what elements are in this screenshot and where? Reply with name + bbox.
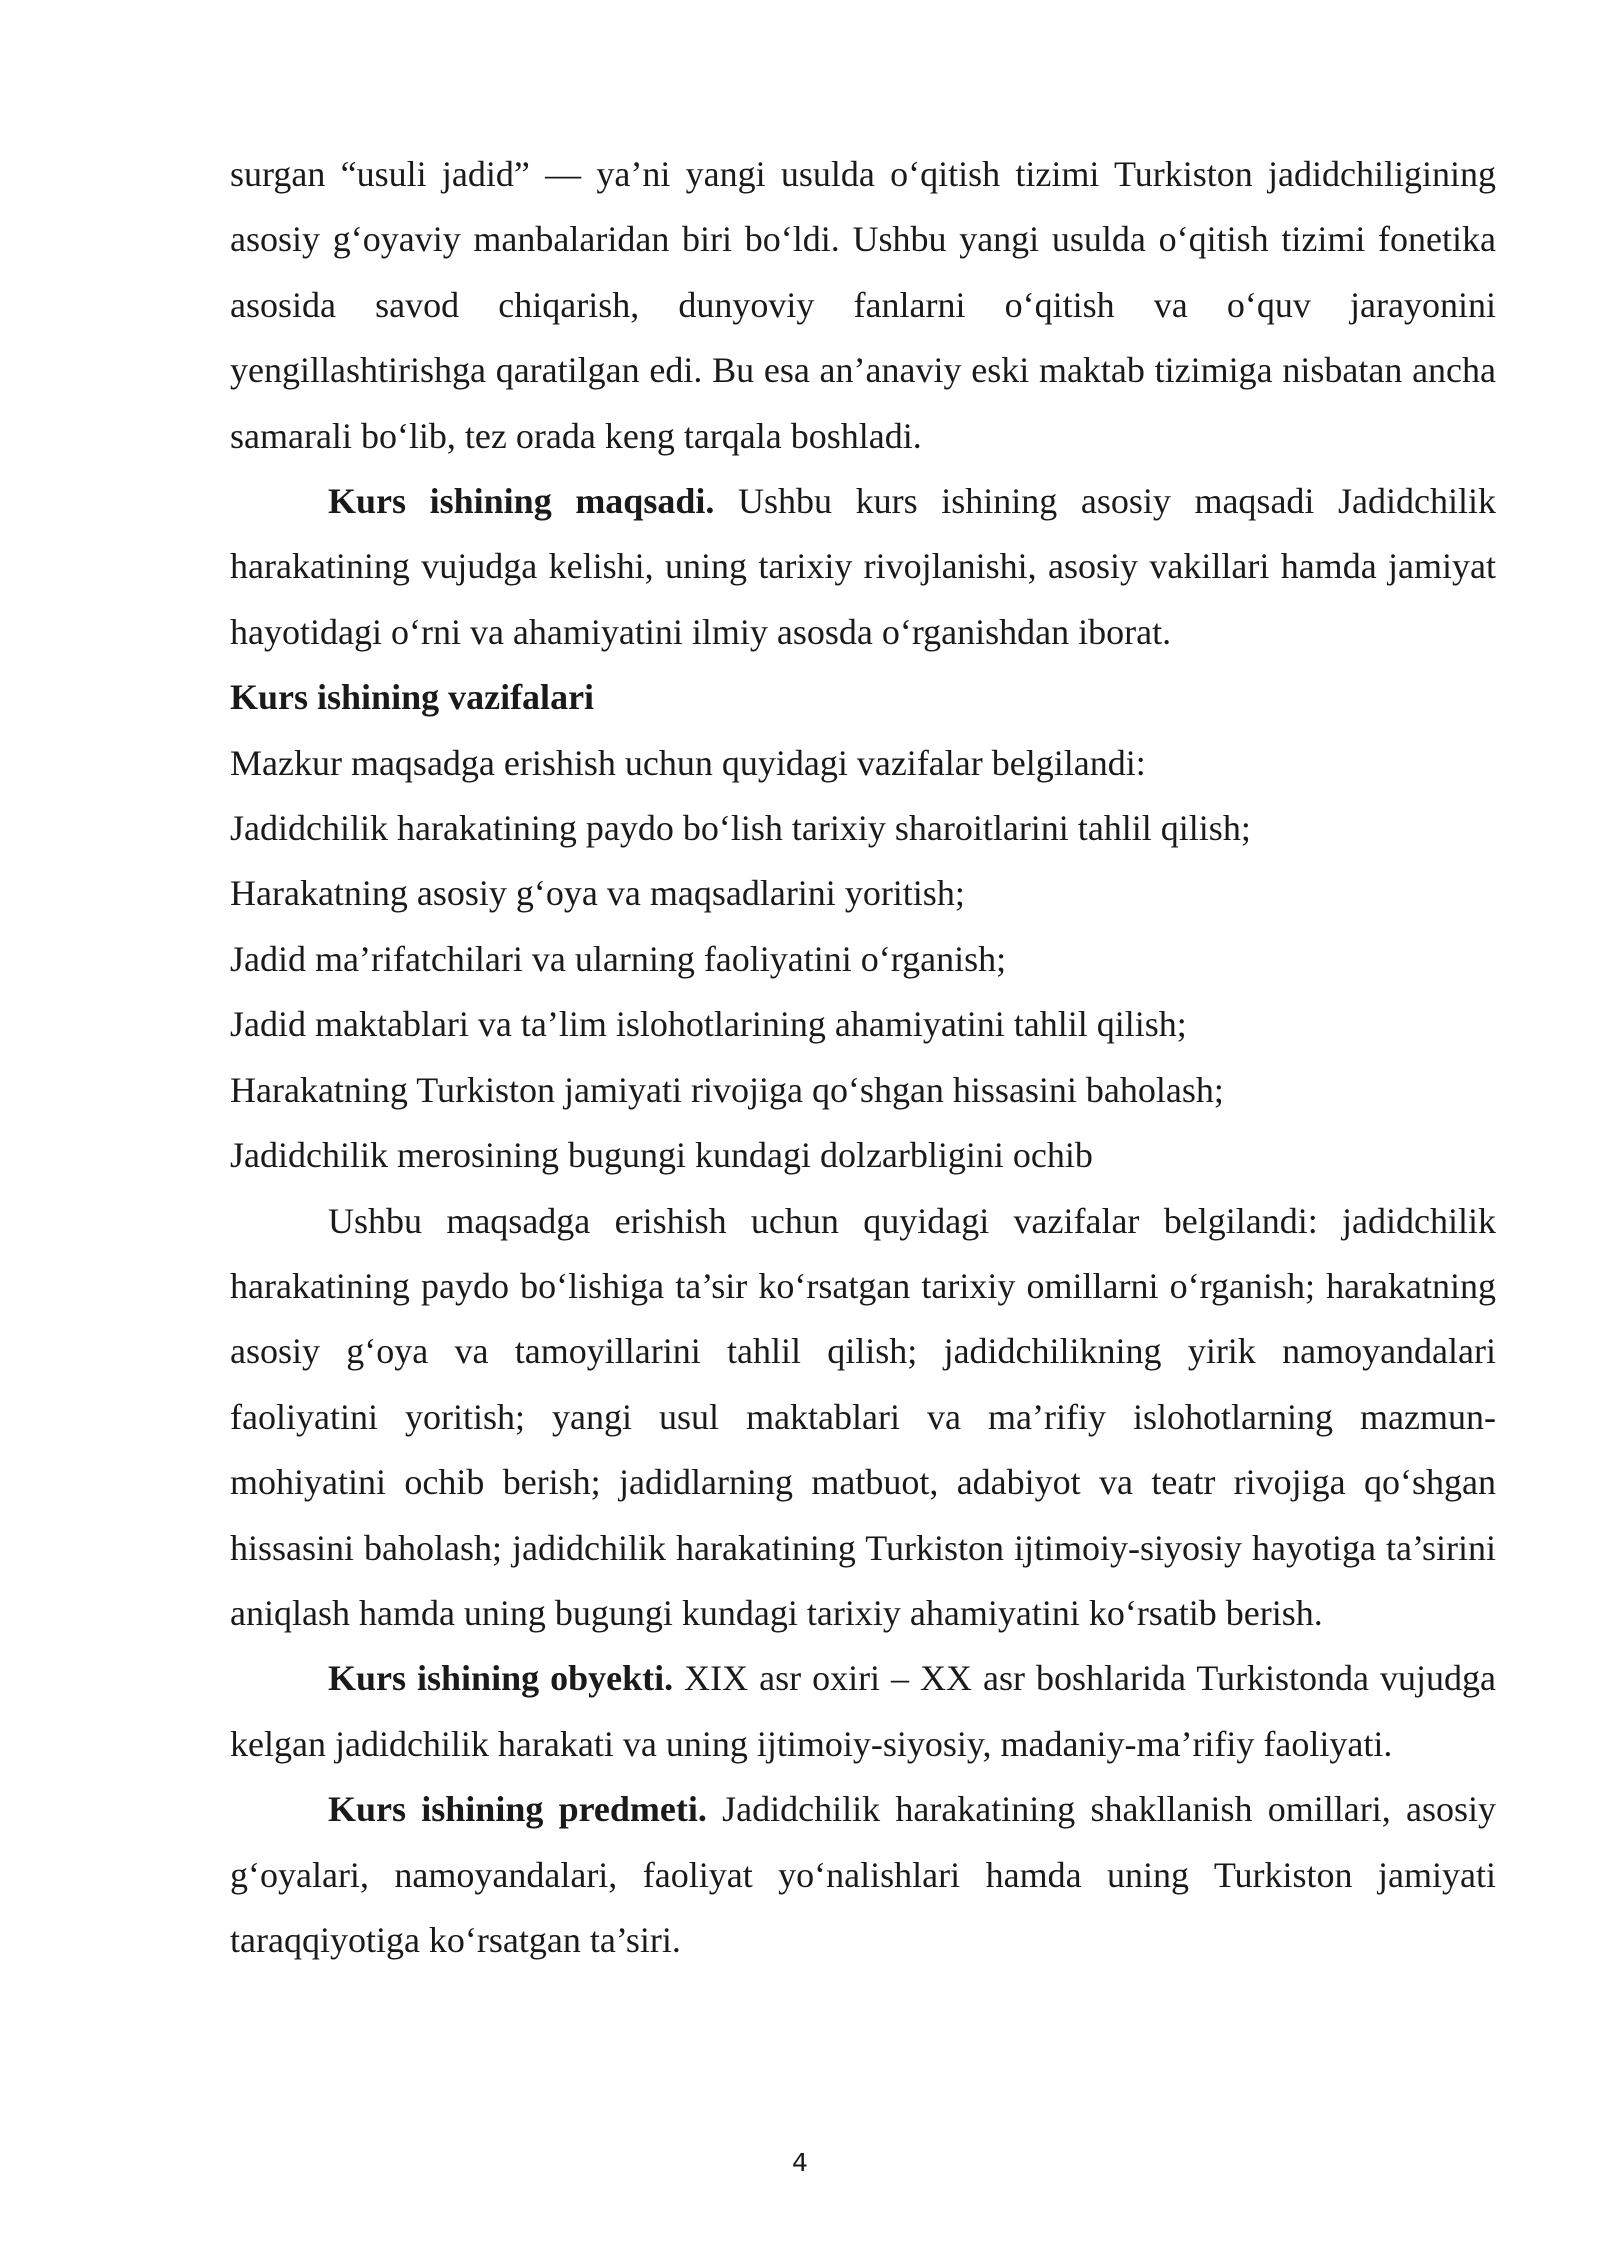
tasks-line: Mazkur maqsadga erishish uchun quyidagi vazifalar belgilandi: — [230, 742, 1146, 783]
page-number: 4 — [792, 2148, 808, 2177]
tasks-line: Jadidchilik harakatining paydo bo‘lish tarixiy sharoitlarini tahlil qilish; — [230, 808, 1251, 849]
tasks-line: Harakatning asosiy g‘oya va maqsadlarini yoritish; — [230, 873, 965, 914]
subject-text: Jadidchilik harakatining shakllanish omillari, asosiy g‘oyalari, namoyandalari, faoliyat yo‘nalishlari hamda uning Turkiston jamiyati taraqqiyotiga ko‘rsatgan ta’siri. — [230, 1789, 1496, 1960]
subject-paragraph — [230, 1777, 1496, 1973]
tasks-line: Jadid ma’rifatchilari va ularning faoliyatini o‘rganish; — [230, 938, 1007, 979]
goal-paragraph — [230, 469, 1496, 665]
goal-heading: Kurs ishining maqsadi. — [328, 481, 715, 522]
tasks-line: Harakatning Turkiston jamiyati rivojiga qo‘shgan hissasini baholash; — [230, 1069, 1224, 1110]
tasks-heading: Kurs ishining vazifalari — [230, 677, 595, 718]
tasks-line: Jadid maktablari va ta’lim islohotlarining ahamiyatini tahlil qilish; — [230, 1004, 1187, 1045]
tasks-summary-paragraph: Ushbu maqsadga erishish uchun quyidagi vazifalar belgilandi: jadidchilik harakatining paydo bo‘lishiga ta’sir ko‘rsatgan tarixiy omillarni o‘rganish; harakatning asosiy g‘oya va tamoyillarini tahlil qilish; jadidchilikning yirik namoyandalari faoliyatini yoritish; yangi usul maktablari va ma’rifiy islohotlarning mazmun-mohiyatini ochib berish; jadidlarning matbuot, adabiyot va teatr rivojiga qo‘shgan hissasini baholash; jadidchilik harakatining Turkiston ijtimoiy-siyosiy hayotiga ta’sirini aniqlash hamda uning bugungi kundagi tarixiy ahamiyatini ko‘rsatib berish. — [230, 1200, 1496, 1633]
tasks-line: Jadidchilik merosining bugungi kundagi dolzarbligini ochib — [230, 1135, 1093, 1176]
subject-heading: Kurs ishining predmeti. — [328, 1789, 707, 1830]
object-heading: Kurs ishining obyekti. — [328, 1658, 674, 1699]
object-paragraph — [230, 1646, 1496, 1777]
object-text: XIX asr oxiri – XX asr boshlarida Turkistonda vujudga kelgan jadidchilik harakati va uning ijtimoiy-siyosiy, madaniy-ma’rifiy faoliyati. — [230, 1658, 1497, 1764]
intro-paragraph: surgan “usuli jadid” — ya’ni yangi usulda o‘qitish tizimi Turkiston jadidchiligining asosiy g‘oyaviy manbalaridan biri bo‘ldi. Ushbu yangi usulda o‘qitish tizimi fonetika asosida savod chiqarish, dunyoviy fanlarni o‘qitish va o‘quv jarayonini yengillashtirishga qaratilgan edi. Bu esa an’anaviy eski maktab tizimiga nisbatan ancha samarali bo‘lib, tez orada keng tarqala boshladi. — [230, 154, 1496, 456]
goal-text: Ushbu kurs ishining asosiy maqsadi Jadidchilik harakatining vujudga kelishi, uning tarixiy rivojlanishi, asosiy vakillari hamda jamiyat hayotidagi o‘rni va ahamiyatini ilmiy asosda o‘rganishdan iborat. — [230, 481, 1497, 652]
page-body — [230, 142, 1496, 1973]
